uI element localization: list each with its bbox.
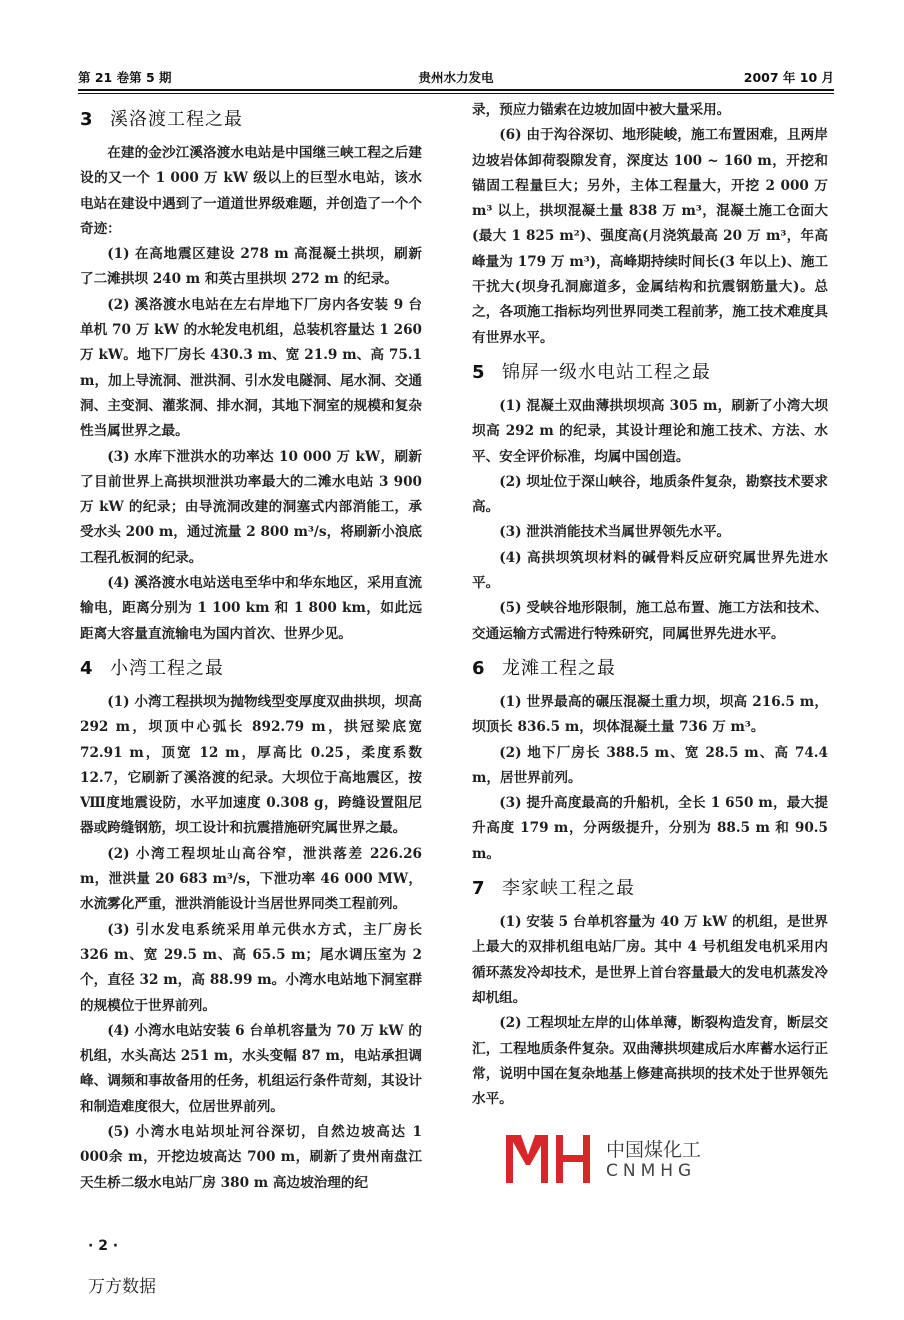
section-number: 4 <box>80 657 94 679</box>
paragraph: (2) 溪洛渡水电站在左右岸地下厂房内各安装 9 台单机 70 万 kW 的水轮发电机组，总装机容量达 1 260 万 kW。地下厂房长 430.3 m、宽 21.9 m、高 75.1 m，加上导流洞、泄洪洞、引水发电隧洞、尾水洞、交通洞、主变洞、灌浆洞、排水洞，其地下洞室的规模和复杂性当属世界之最。 <box>80 296 422 440</box>
right-column <box>472 98 828 1112</box>
section-title: 龙滩工程之最 <box>502 657 616 679</box>
paragraph: (2) 地下厂房长 388.5 m、宽 28.5 m、高 74.4 m，居世界前列。 <box>472 744 828 786</box>
header-rule-thin <box>78 93 834 94</box>
source-label: 万方数据 <box>88 1277 156 1297</box>
paragraph: (3) 水库下泄洪水的功率达 10 000 万 kW，刷新了目前世界上高拱坝泄洪功率最大的二滩水电站 3 900 万 kW 的纪录；由导流洞改建的洞塞式内部消能工，承受水头 200 m，通过流量 2 800 m³/s，将刷新小浪底工程孔板洞的纪录。 <box>80 448 422 566</box>
journal-volume: 第 21 卷第 5 期 <box>78 70 172 85</box>
paragraph: (2) 坝址位于深山峡谷，地质条件复杂，勘察技术要求高。 <box>472 473 828 516</box>
paragraph: (2) 工程坝址左岸的山体单薄，断裂构造发育，断层交汇，工程地质条件复杂。双曲薄拱坝建成后水库蓄水运行正常，说明中国在复杂地基上修建高拱坝的技术处于世界领先水平。 <box>472 1015 828 1108</box>
paragraph: 录，预应力锚索在边坡加固中被大量采用。 <box>472 102 731 118</box>
watermark-text: 中国煤化工 <box>604 1135 703 1162</box>
running-header <box>78 64 834 88</box>
paragraph: (1) 在高地震区建设 278 m 高混凝土拱坝，刷新了二滩拱坝 240 m 和英古里拱坝 272 m 的纪录。 <box>80 246 422 288</box>
paragraph: (6) 由于沟谷深切、地形陡峻，施工布置困难，且两岸边坡岩体卸荷裂隙发育，深度达 100 ~ 160 m，开挖和锚固工程量巨大；另外，主体工程量大，开挖 2 000 万 m³ 以上，拱坝混凝土量 838 万 m³，混凝土施工仓面大(最大 1 825 m²)、强度高(月浇筑最高 20 万 m³，年高峰量为 179 万 m³)，高峰期持续时间长(3 年以上)、施工干扰大(坝身孔洞廊道多，金属结构和抗震钢筋量大)。总之，各项施工指标均列世界同类工程前茅，施工技术难度具有世界水平。 <box>472 127 828 346</box>
paragraph: (3) 提升高度最高的升船机，全长 1 650 m，最大提升高度 179 m，分两级提升，分别为 88.5 m 和 90.5 m。 <box>472 795 828 862</box>
paragraph: (4) 小湾水电站安装 6 台单机容量为 70 万 kW 的机组，水头高达 251 m，水头变幅 87 m，电站承担调峰、调频和事故备用的任务，机组运行条件苛刻，其设计和制造难度很大，位居世界前列。 <box>80 1022 422 1115</box>
paragraph: (5) 小湾水电站坝址河谷深切，自然边坡高达 1 000余 m，开挖边坡高达 700 m，刷新了贵州南盘江天生桥二级水电站厂房 380 m 高边坡治理的纪 <box>80 1123 422 1191</box>
paragraph: (3) 泄洪消能技术当属世界领先水平。 <box>499 524 731 541</box>
watermark-subtext: CNMHG <box>606 1161 697 1181</box>
paragraph: 在建的金沙江溪洛渡水电站是中国继三峡工程之后建设的又一个 1 000 万 kW 级以上的巨型水电站，该水电站在建设中遇到了一道道世界级难题，并创造了一个个奇迹： <box>80 145 422 237</box>
left-column <box>80 98 422 1196</box>
section-heading <box>80 107 422 133</box>
paragraph: (1) 小湾工程拱坝为抛物线型变厚度双曲拱坝，坝高 292 m，坝顶中心弧长 892.79 m，拱冠梁底宽 72.91 m，顶宽 12 m，厚高比 0.25，柔度系数 12.7，它刷新了溪洛渡的纪录。大坝位于高地震区，按Ⅷ度地震设防，水平加速度 0.308 g，跨缝设置阻尼器或跨缝钢筋，坝工设计和抗震措施研究属世界之最。 <box>80 693 422 837</box>
section-heading <box>472 360 828 386</box>
paragraph: (5) 受峡谷地形限制，施工总布置、施工方法和技术、交通运输方式需进行特殊研究，同属世界先进水平。 <box>472 600 828 642</box>
paragraph: (1) 安装 5 台单机容量为 40 万 kW 的机组，是世界上最大的双排机组电站厂房。其中 4 号机组发电机采用内循环蒸发冷却技术，是世界上首台容量最大的发电机蒸发冷却机组。 <box>472 914 828 1006</box>
section-title: 锦屏一级水电站工程之最 <box>502 361 711 383</box>
section-number: 5 <box>472 361 486 383</box>
paragraph: (2) 小湾工程坝址山高谷窄，泄洪落差 226.26 m，泄洪量 20 683 m³/s，下泄功率 46 000 MW，水流雾化严重，泄洪消能设计当居世界同类工程前列。 <box>80 845 422 913</box>
section-heading <box>472 656 828 682</box>
section-title: 小湾工程之最 <box>110 657 224 679</box>
section-number: 6 <box>472 657 486 679</box>
watermark-mark-icon <box>504 1133 596 1185</box>
section-number: 3 <box>80 109 94 130</box>
section-heading <box>80 656 422 682</box>
header-rule-thick <box>78 89 834 91</box>
section-title: 溪洛渡工程之最 <box>110 109 243 130</box>
paragraph: (4) 溪洛渡水电站送电至华中和华东地区，采用直流输电，距离分别为 1 100 km 和 1 800 km，如此远距离大容量直流输电为国内首次、世界少见。 <box>80 575 422 642</box>
section-number: 7 <box>472 878 486 900</box>
paragraph: (1) 世界最高的碾压混凝土重力坝，坝高 216.5 m，坝顶长 836.5 m，坝体混凝土量 736 万 m³。 <box>472 693 828 736</box>
page-number: · 2 · <box>88 1238 119 1254</box>
paragraph: (4) 高拱坝筑坝材料的碱骨料反应研究属世界先进水平。 <box>472 549 828 592</box>
issue-date: 2007 年 10 月 <box>743 70 834 85</box>
section-title: 李家峡工程之最 <box>502 878 635 900</box>
journal-title: 贵州水力发电 <box>418 70 494 85</box>
section-heading <box>472 876 828 902</box>
paragraph: (3) 引水发电系统采用单元供水方式，主厂房长 326 m、宽 29.5 m、高 65.5 m；尾水调压室为 2 个，直径 32 m，高 88.99 m。小湾水电站地下洞室群的规模位于世界前列。 <box>80 921 422 1014</box>
watermark-logo <box>504 1133 834 1185</box>
paragraph: (1) 混凝土双曲薄拱坝坝高 305 m，刷新了小湾大坝坝高 292 m 的纪录，其设计理论和施工技术、方法、水平、安全评价标准，均属中国创造。 <box>472 397 828 465</box>
